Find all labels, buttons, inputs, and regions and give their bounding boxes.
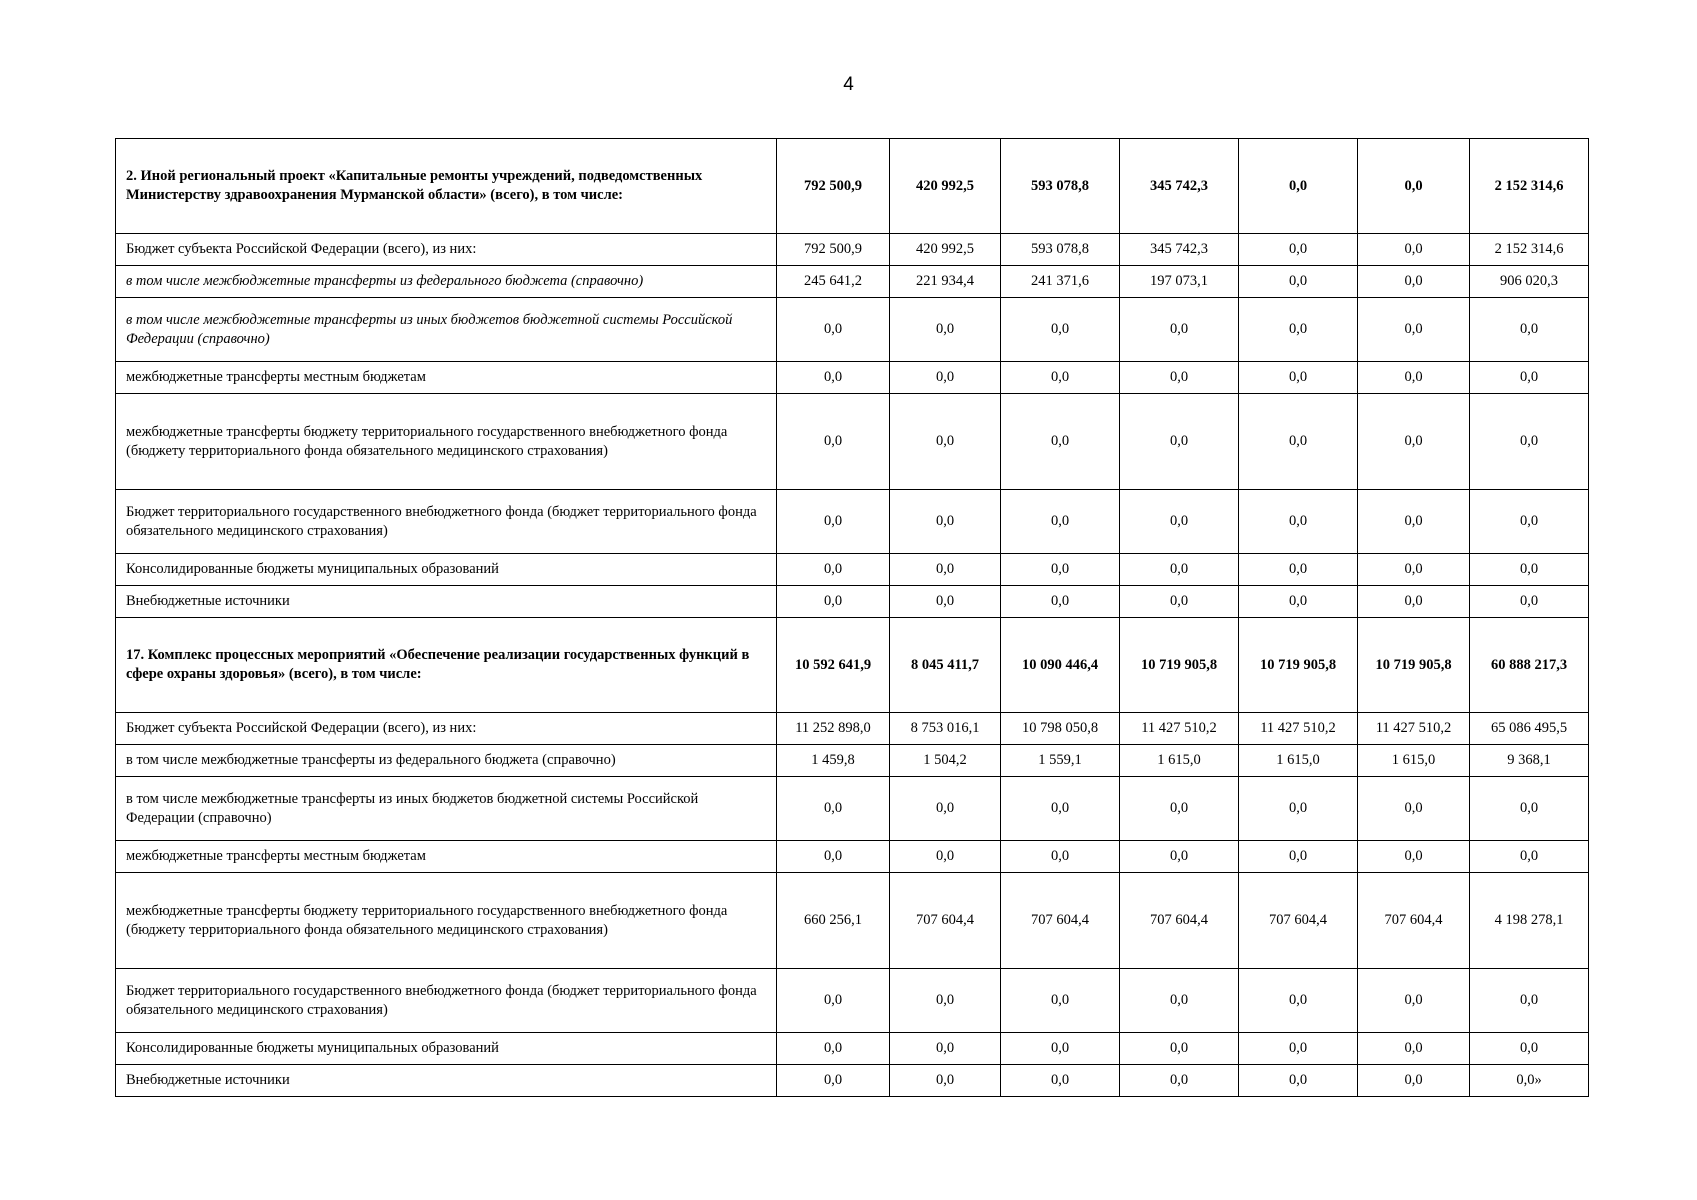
value-cell: 11 427 510,2 — [1120, 713, 1239, 745]
value-cell: 0,0 — [1120, 1033, 1239, 1065]
value-cell: 0,0 — [1001, 362, 1120, 394]
value-cell: 707 604,4 — [1001, 873, 1120, 969]
value-cell: 0,0 — [1120, 586, 1239, 618]
value-cell: 0,0 — [1470, 554, 1589, 586]
value-cell: 420 992,5 — [890, 139, 1001, 234]
value-cell: 0,0 — [1239, 554, 1358, 586]
table-row — [116, 777, 1589, 841]
value-cell: 0,0 — [890, 554, 1001, 586]
value-cell: 792 500,9 — [777, 139, 890, 234]
value-cell: 0,0 — [1001, 1065, 1120, 1097]
value-cell: 0,0 — [777, 777, 890, 841]
value-cell: 241 371,6 — [1001, 266, 1120, 298]
budget-table — [115, 138, 1589, 1097]
value-cell: 660 256,1 — [777, 873, 890, 969]
value-cell: 10 798 050,8 — [1001, 713, 1120, 745]
value-cell: 11 252 898,0 — [777, 713, 890, 745]
row-label: Бюджет субъекта Российской Федерации (всего), из них: — [116, 713, 777, 745]
value-cell: 245 641,2 — [777, 266, 890, 298]
value-cell: 9 368,1 — [1470, 745, 1589, 777]
value-cell: 0,0 — [777, 586, 890, 618]
value-cell: 0,0 — [1120, 298, 1239, 362]
value-cell: 0,0 — [890, 586, 1001, 618]
value-cell: 0,0 — [777, 554, 890, 586]
value-cell: 0,0 — [1470, 969, 1589, 1033]
value-cell: 1 615,0 — [1239, 745, 1358, 777]
budget-table-body — [116, 139, 1589, 1097]
table-row — [116, 586, 1589, 618]
value-cell: 1 504,2 — [890, 745, 1001, 777]
table-row — [116, 1033, 1589, 1065]
value-cell: 0,0 — [1239, 394, 1358, 490]
value-cell: 707 604,4 — [1239, 873, 1358, 969]
value-cell: 0,0 — [1358, 266, 1470, 298]
value-cell: 2 152 314,6 — [1470, 139, 1589, 234]
value-cell: 10 592 641,9 — [777, 618, 890, 713]
value-cell: 0,0 — [1358, 139, 1470, 234]
value-cell: 0,0 — [777, 969, 890, 1033]
row-label: 2. Иной региональный проект «Капитальные ремонты учреждений, подведомственных Министерству здравоохранения Мурманской области» (всего), в том числе: — [116, 139, 777, 234]
table-row — [116, 298, 1589, 362]
value-cell: 0,0 — [890, 394, 1001, 490]
row-label: межбюджетные трансферты местным бюджетам — [116, 362, 777, 394]
value-cell: 0,0 — [1001, 490, 1120, 554]
value-cell: 593 078,8 — [1001, 139, 1120, 234]
table-row — [116, 713, 1589, 745]
row-label: Консолидированные бюджеты муниципальных образований — [116, 554, 777, 586]
table-row — [116, 841, 1589, 873]
row-label: в том числе межбюджетные трансферты из федерального бюджета (справочно) — [116, 745, 777, 777]
value-cell: 0,0 — [1470, 298, 1589, 362]
value-cell: 0,0 — [1358, 1065, 1470, 1097]
value-cell: 0,0 — [1239, 1033, 1358, 1065]
value-cell: 0,0 — [1239, 586, 1358, 618]
value-cell: 0,0 — [1470, 394, 1589, 490]
value-cell: 0,0 — [1470, 586, 1589, 618]
table-row — [116, 394, 1589, 490]
value-cell: 0,0 — [1358, 777, 1470, 841]
value-cell: 0,0 — [890, 969, 1001, 1033]
value-cell: 0,0 — [1239, 969, 1358, 1033]
value-cell: 0,0 — [1120, 362, 1239, 394]
table-row — [116, 139, 1589, 234]
value-cell: 0,0 — [1470, 362, 1589, 394]
row-label: межбюджетные трансферты бюджету территориального государственного внебюджетного фонда (бюджету территориального фонда обязательного медицинского страхования) — [116, 394, 777, 490]
value-cell: 4 198 278,1 — [1470, 873, 1589, 969]
value-cell: 1 615,0 — [1120, 745, 1239, 777]
value-cell: 1 615,0 — [1358, 745, 1470, 777]
row-label: в том числе межбюджетные трансферты из иных бюджетов бюджетной системы Российской Федерации (справочно) — [116, 777, 777, 841]
value-cell: 0,0 — [1358, 1033, 1470, 1065]
value-cell: 0,0 — [1470, 841, 1589, 873]
value-cell: 60 888 217,3 — [1470, 618, 1589, 713]
value-cell: 0,0 — [1001, 586, 1120, 618]
value-cell: 0,0 — [890, 1065, 1001, 1097]
value-cell: 1 559,1 — [1001, 745, 1120, 777]
row-label: Консолидированные бюджеты муниципальных образований — [116, 1033, 777, 1065]
value-cell: 0,0 — [1358, 234, 1470, 266]
value-cell: 0,0 — [1001, 777, 1120, 841]
value-cell: 0,0 — [1001, 841, 1120, 873]
value-cell: 0,0 — [1120, 969, 1239, 1033]
value-cell: 0,0 — [890, 1033, 1001, 1065]
value-cell: 0,0 — [1358, 586, 1470, 618]
value-cell: 0,0 — [1001, 394, 1120, 490]
value-cell: 11 427 510,2 — [1358, 713, 1470, 745]
value-cell: 0,0 — [777, 394, 890, 490]
value-cell: 0,0 — [1239, 234, 1358, 266]
table-row — [116, 745, 1589, 777]
table-row — [116, 1065, 1589, 1097]
row-label: межбюджетные трансферты бюджету территориального государственного внебюджетного фонда (бюджету территориального фонда обязательного медицинского страхования) — [116, 873, 777, 969]
value-cell: 0,0 — [890, 362, 1001, 394]
row-label: Бюджет субъекта Российской Федерации (всего), из них: — [116, 234, 777, 266]
value-cell: 707 604,4 — [1120, 873, 1239, 969]
value-cell: 707 604,4 — [1358, 873, 1470, 969]
value-cell: 345 742,3 — [1120, 234, 1239, 266]
value-cell: 0,0 — [777, 490, 890, 554]
value-cell: 0,0» — [1470, 1065, 1589, 1097]
value-cell: 0,0 — [1470, 490, 1589, 554]
value-cell: 65 086 495,5 — [1470, 713, 1589, 745]
value-cell: 0,0 — [1358, 490, 1470, 554]
value-cell: 221 934,4 — [890, 266, 1001, 298]
value-cell: 10 719 905,8 — [1358, 618, 1470, 713]
value-cell: 0,0 — [777, 1065, 890, 1097]
value-cell: 0,0 — [777, 362, 890, 394]
value-cell: 10 719 905,8 — [1239, 618, 1358, 713]
value-cell: 1 459,8 — [777, 745, 890, 777]
value-cell: 10 719 905,8 — [1120, 618, 1239, 713]
table-row — [116, 266, 1589, 298]
value-cell: 8 753 016,1 — [890, 713, 1001, 745]
row-label: межбюджетные трансферты местным бюджетам — [116, 841, 777, 873]
value-cell: 0,0 — [890, 298, 1001, 362]
row-label: 17. Комплекс процессных мероприятий «Обеспечение реализации государственных функций в сфере охраны здоровья» (всего), в том числе: — [116, 618, 777, 713]
value-cell: 197 073,1 — [1120, 266, 1239, 298]
value-cell: 0,0 — [1470, 777, 1589, 841]
value-cell: 0,0 — [777, 1033, 890, 1065]
table-row — [116, 234, 1589, 266]
value-cell: 0,0 — [1358, 394, 1470, 490]
value-cell: 0,0 — [1358, 362, 1470, 394]
row-label: в том числе межбюджетные трансферты из федерального бюджета (справочно) — [116, 266, 777, 298]
value-cell: 0,0 — [1120, 554, 1239, 586]
value-cell: 0,0 — [1120, 394, 1239, 490]
value-cell: 0,0 — [1358, 969, 1470, 1033]
value-cell: 0,0 — [1470, 1033, 1589, 1065]
value-cell: 792 500,9 — [777, 234, 890, 266]
value-cell: 0,0 — [1239, 266, 1358, 298]
value-cell: 0,0 — [1358, 298, 1470, 362]
value-cell: 0,0 — [1239, 777, 1358, 841]
value-cell: 10 090 446,4 — [1001, 618, 1120, 713]
value-cell: 345 742,3 — [1120, 139, 1239, 234]
value-cell: 0,0 — [1239, 1065, 1358, 1097]
row-label: Внебюджетные источники — [116, 586, 777, 618]
value-cell: 0,0 — [1358, 841, 1470, 873]
value-cell: 906 020,3 — [1470, 266, 1589, 298]
table-row — [116, 969, 1589, 1033]
value-cell: 0,0 — [1120, 490, 1239, 554]
value-cell: 593 078,8 — [1001, 234, 1120, 266]
row-label: Бюджет территориального государственного внебюджетного фонда (бюджет территориального фонда обязательного медицинского страхования) — [116, 969, 777, 1033]
value-cell: 0,0 — [1120, 841, 1239, 873]
value-cell: 0,0 — [1001, 969, 1120, 1033]
value-cell: 0,0 — [1239, 298, 1358, 362]
table-row — [116, 618, 1589, 713]
value-cell: 0,0 — [1001, 1033, 1120, 1065]
row-label: Бюджет территориального государственного внебюджетного фонда (бюджет территориального фонда обязательного медицинского страхования) — [116, 490, 777, 554]
value-cell: 0,0 — [777, 298, 890, 362]
value-cell: 420 992,5 — [890, 234, 1001, 266]
value-cell: 0,0 — [1120, 777, 1239, 841]
table-row — [116, 873, 1589, 969]
value-cell: 0,0 — [1358, 554, 1470, 586]
value-cell: 2 152 314,6 — [1470, 234, 1589, 266]
value-cell: 0,0 — [1239, 841, 1358, 873]
value-cell: 0,0 — [890, 841, 1001, 873]
table-row — [116, 490, 1589, 554]
value-cell: 0,0 — [1239, 490, 1358, 554]
page-number: 4 — [843, 74, 854, 95]
value-cell: 8 045 411,7 — [890, 618, 1001, 713]
row-label: в том числе межбюджетные трансферты из иных бюджетов бюджетной системы Российской Федерации (справочно) — [116, 298, 777, 362]
value-cell: 0,0 — [1001, 554, 1120, 586]
value-cell: 0,0 — [890, 490, 1001, 554]
table-row — [116, 362, 1589, 394]
value-cell: 0,0 — [1001, 298, 1120, 362]
value-cell: 0,0 — [1239, 139, 1358, 234]
value-cell: 0,0 — [777, 841, 890, 873]
value-cell: 0,0 — [1120, 1065, 1239, 1097]
table-row — [116, 554, 1589, 586]
value-cell: 11 427 510,2 — [1239, 713, 1358, 745]
row-label: Внебюджетные источники — [116, 1065, 777, 1097]
value-cell: 0,0 — [1239, 362, 1358, 394]
value-cell: 707 604,4 — [890, 873, 1001, 969]
value-cell: 0,0 — [890, 777, 1001, 841]
